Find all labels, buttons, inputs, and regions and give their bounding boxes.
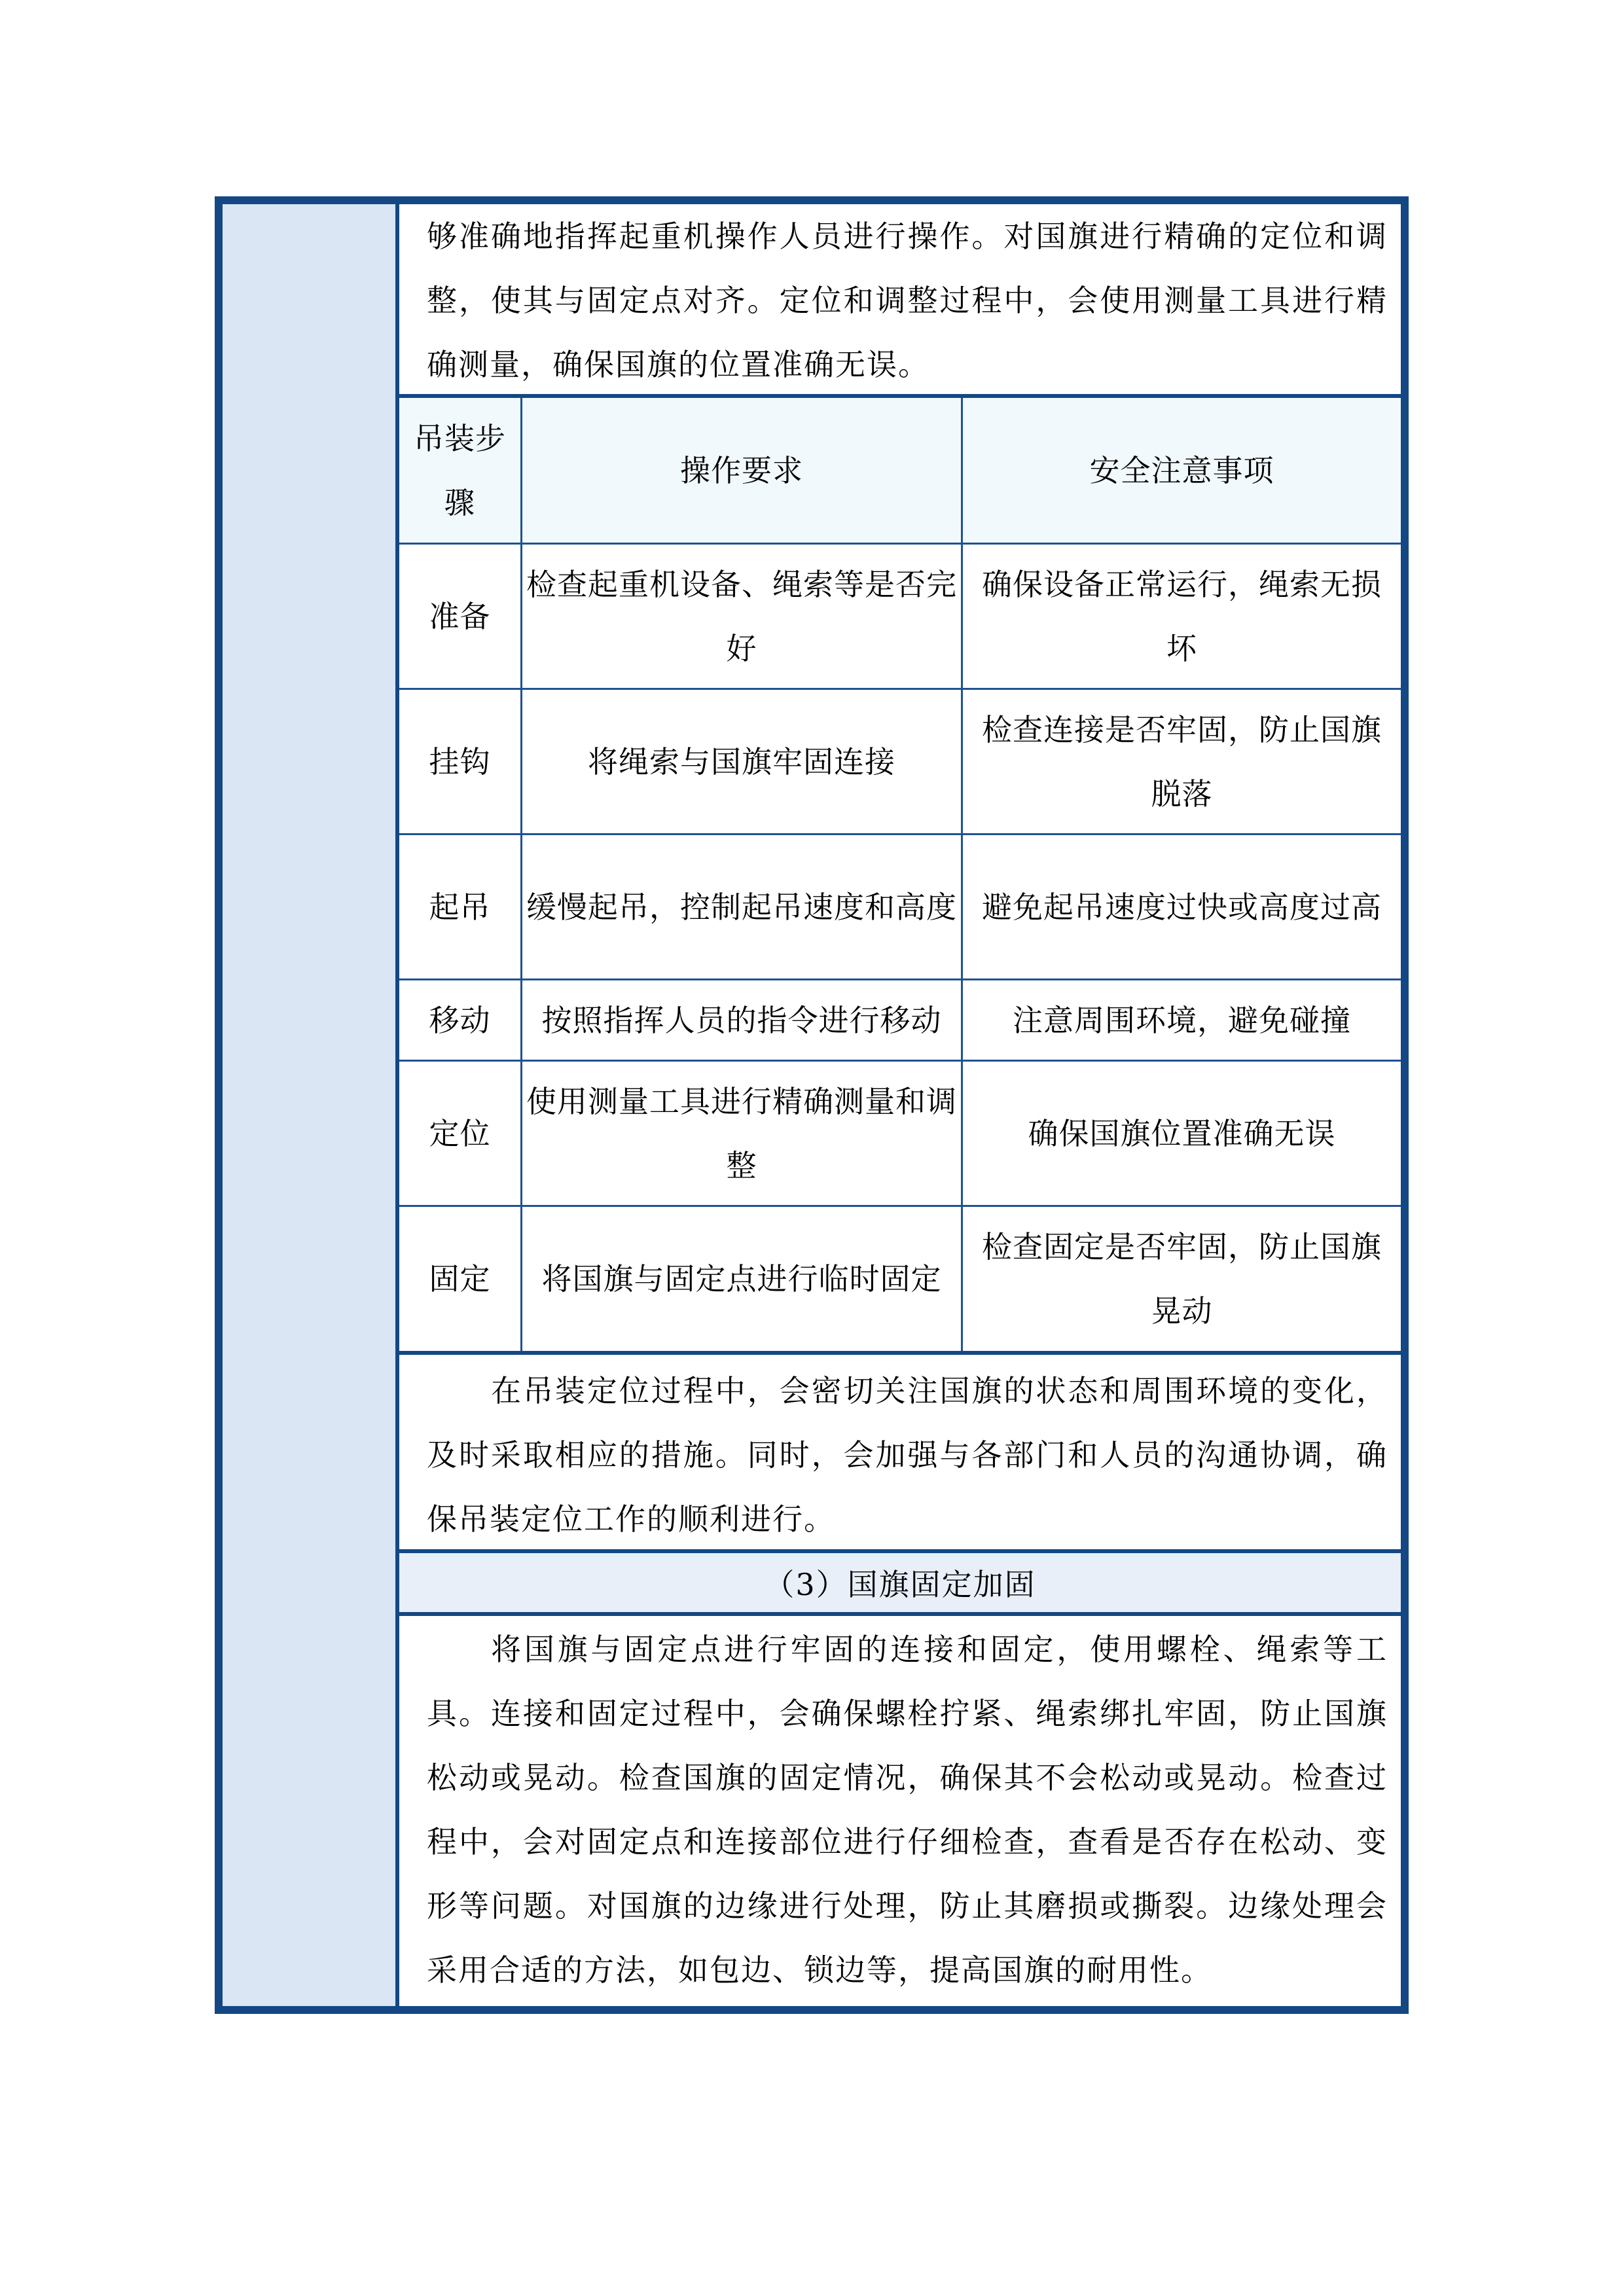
section-heading: （3）国旗固定加固: [399, 1553, 1401, 1612]
requirement-cell: 按照指挥人员的指令进行移动: [522, 980, 963, 1060]
document-frame: [215, 196, 1409, 2014]
content-column: [399, 204, 1401, 2006]
table-row: [399, 835, 1401, 980]
step-cell: 起吊: [399, 835, 522, 978]
safety-cell: 检查连接是否牢固，防止国旗脱落: [982, 711, 1382, 812]
step-cell: 固定: [399, 1207, 522, 1351]
requirement-cell: 将国旗与固定点进行临时固定: [522, 1207, 963, 1351]
header-safety: 安全注意事项: [1089, 452, 1274, 488]
table-row: [399, 690, 1401, 835]
safety-cell: 避免起吊速度过快或高度过高: [982, 889, 1382, 925]
header-requirement: 操作要求: [522, 398, 963, 543]
step-cell: 定位: [399, 1062, 522, 1205]
side-label-column: [223, 204, 399, 2006]
table-row: [399, 1062, 1401, 1207]
requirement-cell: 使用测量工具进行精确测量和调整: [522, 1062, 963, 1205]
table-row: [399, 545, 1401, 690]
table-header-row: [399, 398, 1401, 545]
table-row: [399, 980, 1401, 1062]
step-cell: 移动: [399, 980, 522, 1060]
safety-cell: 检查固定是否牢固，防止国旗晃动: [982, 1229, 1382, 1329]
safety-cell: 注意周围环境，避免碰撞: [1013, 1002, 1351, 1038]
lifting-steps-table: [399, 398, 1401, 1351]
header-step: 吊装步骤: [399, 398, 522, 543]
table-row: [399, 1207, 1401, 1351]
step-cell: 挂钩: [399, 690, 522, 833]
requirement-cell: 将绳索与国旗牢固连接: [522, 690, 963, 833]
safety-cell: 确保设备正常运行，绳索无损坏: [982, 566, 1382, 666]
requirement-cell: 缓慢起吊，控制起吊速度和高度: [522, 835, 963, 978]
safety-cell: 确保国旗位置准确无误: [1028, 1115, 1336, 1151]
step-cell: 准备: [399, 545, 522, 688]
requirement-cell: 检查起重机设备、绳索等是否完好: [522, 545, 963, 688]
intro-paragraph: 够准确地指挥起重机操作人员进行操作。对国旗进行精确的定位和调整，使其与固定点对齐。定位和调整过程中，会使用测量工具进行精确测量，确保国旗的位置准确无误。: [427, 219, 1388, 382]
section-paragraph: 将国旗与固定点进行牢固的连接和固定，使用螺栓、绳索等工具。连接和固定过程中，会确保螺栓拧紧、绳索绑扎牢固，防止国旗松动或晃动。检查国旗的固定情况，确保其不会松动或晃动。检查过程中，会对固定点和连接部位进行仔细检查，查看是否存在松动、变形等问题。对国旗的边缘进行处理，防止其磨损或撕裂。边缘处理会采用合适的方法，如包边、锁边等，提高国旗的耐用性。: [427, 1632, 1388, 1988]
after-table-paragraph: 在吊装定位过程中，会密切关注国旗的状态和周围环境的变化，及时采取相应的措施。同时，会加强与各部门和人员的沟通协调，确保吊装定位工作的顺利进行。: [427, 1373, 1388, 1537]
